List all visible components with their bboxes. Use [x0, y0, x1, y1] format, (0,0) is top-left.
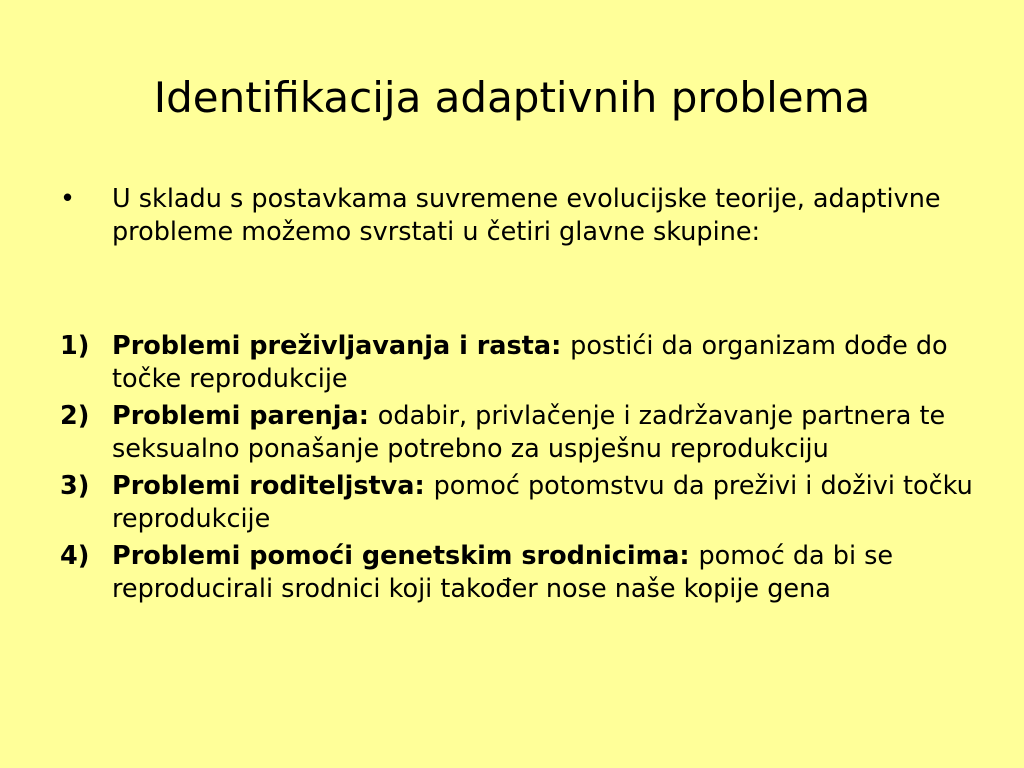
item-term: Problemi pomoći genetskim srodnicima:	[112, 541, 699, 571]
list-item	[60, 400, 990, 466]
item-number: 2)	[60, 401, 90, 431]
intro-bullet	[60, 183, 980, 249]
item-term: Problemi preživljavanja i rasta:	[112, 331, 571, 361]
list-item	[60, 540, 990, 606]
problem-list	[60, 330, 990, 610]
bullet-marker: •	[60, 184, 76, 214]
item-term: Problemi roditeljstva:	[112, 471, 434, 501]
slide-title: Identifikacija adaptivnih problema	[153, 73, 871, 122]
item-number: 1)	[60, 331, 90, 361]
item-description: pomoć potomstvu da preživi i doživi točku reprodukcije	[112, 471, 973, 534]
item-description: postići da organizam dođe do točke reprodukcije	[112, 331, 948, 394]
item-number: 4)	[60, 541, 90, 571]
list-item	[60, 330, 990, 396]
list-item	[60, 470, 990, 536]
item-description: odabir, privlačenje i zadržavanje partnera te seksualno ponašanje potrebno za uspješnu reprodukciju	[112, 401, 946, 464]
item-term: Problemi parenja:	[112, 401, 378, 431]
intro-text: U skladu s postavkama suvremene evolucijske teorije, adaptivne probleme možemo svrstati u četiri glavne skupine:	[112, 184, 941, 247]
item-description: pomoć da bi se reproducirali srodnici koji također nose naše kopije gena	[112, 541, 894, 604]
item-number: 3)	[60, 471, 90, 501]
